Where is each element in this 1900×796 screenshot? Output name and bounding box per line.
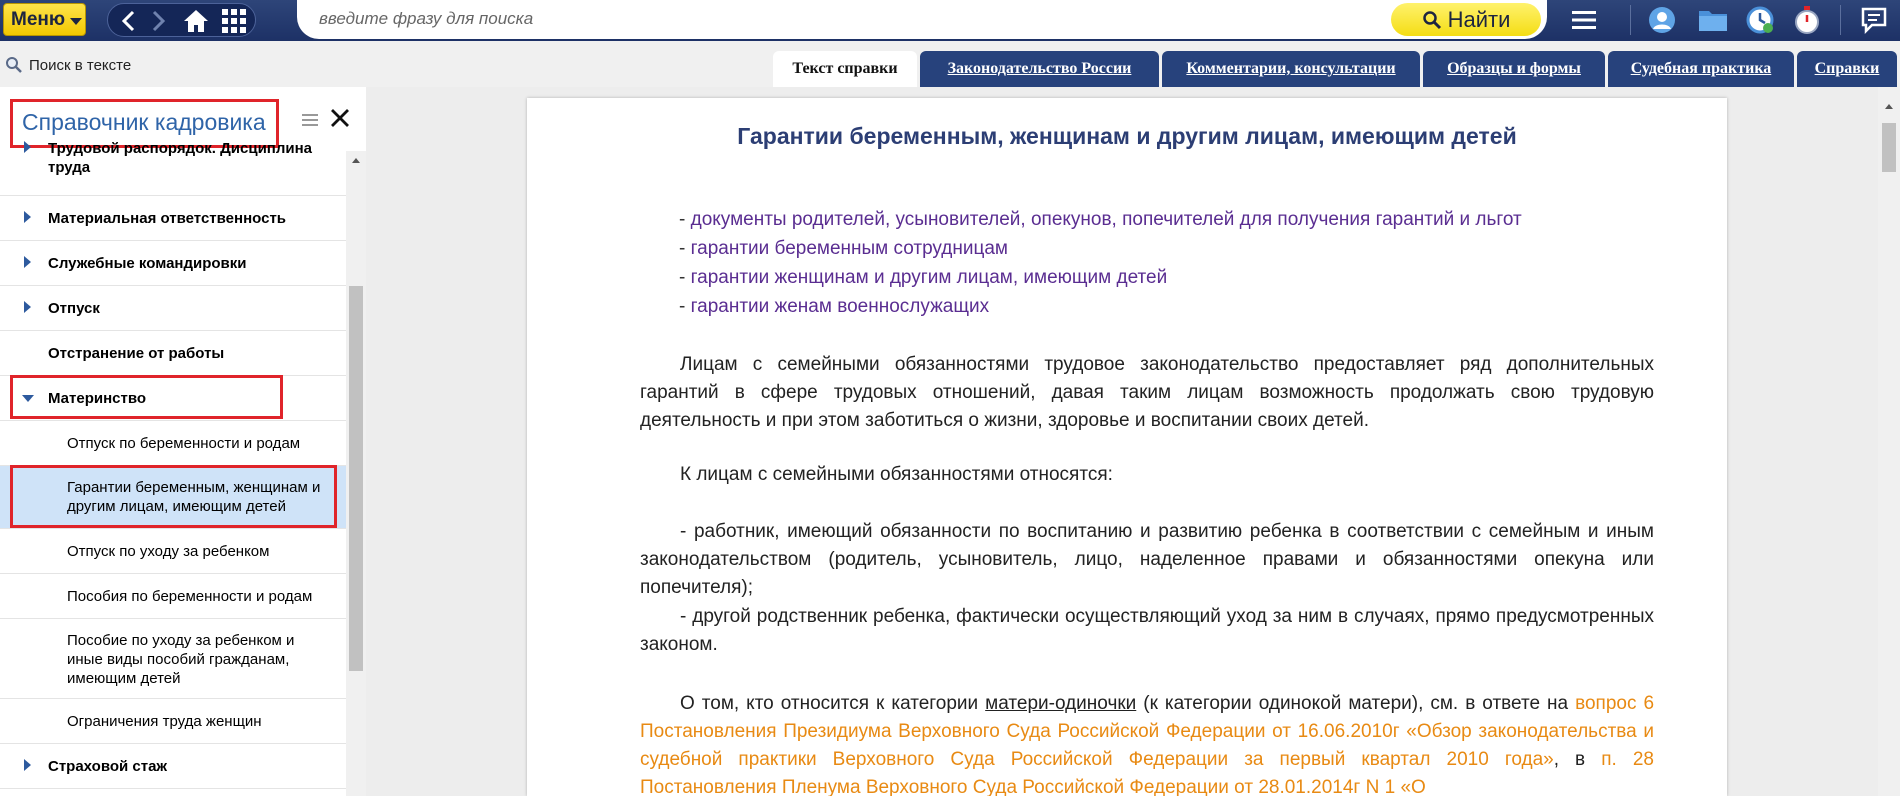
tab-comments[interactable] xyxy=(1162,51,1420,87)
user-icon xyxy=(1648,6,1676,34)
close-icon xyxy=(329,107,351,129)
top-toolbar xyxy=(0,0,1900,41)
sidebar-item-label: Пособия по беременности и родам xyxy=(67,588,313,605)
sidebar-item-pregnancy-benefits[interactable] xyxy=(0,574,346,619)
scrollbar-thumb[interactable] xyxy=(1882,123,1896,172)
document-link[interactable]: гарантии беременным сотрудницам xyxy=(690,238,1008,259)
paragraph: - работник, имеющий обязанности по воспитанию и развитию ребенка в соответствии с семейным и иным законодательством (родитель, усыновитель, лицо, наделенное правами и обязанностями опекуна или попечителя); xyxy=(640,521,1654,598)
chevron-down-icon xyxy=(70,18,82,25)
grid-icon xyxy=(221,8,247,34)
document-scrollbar[interactable] xyxy=(1878,87,1900,796)
hamburger-menu-button[interactable] xyxy=(1568,4,1600,36)
document-link[interactable]: гарантии женщинам и другим лицам, имеющим детей xyxy=(690,267,1168,288)
expand-arrow-icon[interactable] xyxy=(24,256,31,268)
document-link-item: - гарантии женщинам и другим лицам, имеющим детей xyxy=(679,267,1168,288)
menu-button[interactable] xyxy=(3,3,86,36)
find-button[interactable] xyxy=(1391,3,1541,36)
expand-arrow-icon[interactable] xyxy=(24,141,31,153)
find-button-label: Найти xyxy=(1447,6,1511,32)
sidebar-item-label: Служебные командировки xyxy=(48,255,247,272)
sidebar-item-label: Отпуск по беременности и родам xyxy=(67,435,301,452)
document-link-list xyxy=(679,205,1522,321)
sidebar-item-discipline[interactable] xyxy=(0,140,346,196)
navigation-group xyxy=(107,3,256,37)
search-bar xyxy=(297,0,1547,39)
sidebar-item-insurance-record[interactable] xyxy=(0,744,346,789)
paragraph: - другой родственник ребенка, фактически осуществляющий уход за ним в случаях, прямо предусмотренных законом. xyxy=(640,606,1654,655)
sidebar-item-business-trips[interactable] xyxy=(0,241,346,286)
document-link-item: - гарантии беременным сотрудницам xyxy=(679,238,1008,259)
sidebar-item-label: Пособие по уходу за ребенком и иные виды пособий гражданам, имеющим детей xyxy=(67,632,295,687)
search-input[interactable] xyxy=(319,7,1369,31)
sidebar-item-label: Отпуск по уходу за ребенком xyxy=(67,543,270,560)
maternity-highlight xyxy=(10,375,283,419)
forward-button[interactable] xyxy=(144,4,172,38)
plenum-reference-link[interactable]: п. 28 Постановления Пленума Верховного Суда Российской Федерации от 28.01.2014г N 1 «О xyxy=(640,749,1655,796)
document-title: Гарантии беременным, женщинам и другим лицам, имеющим детей xyxy=(737,123,1517,149)
profile-button[interactable] xyxy=(1646,4,1678,36)
sidebar-item-women-labor-limits[interactable] xyxy=(0,699,346,744)
sidebar-title: Справочник кадровика xyxy=(22,109,266,135)
single-mother-link[interactable]: матери-одиночки xyxy=(985,693,1137,714)
history-button[interactable] xyxy=(1744,4,1776,36)
sidebar-item-liability[interactable] xyxy=(0,196,346,241)
document-link-item: - документы родителей, усыновителей, опекунов, попечителей для получения гарантий и льгот xyxy=(679,209,1522,230)
sidebar-item-label: Ограничения труда женщин xyxy=(67,713,262,730)
sidebar-options-button[interactable] xyxy=(302,113,318,132)
toolbar-divider xyxy=(1840,5,1841,35)
paragraph: Лицам с семейными обязанностями трудовое законодательство предоставляет ряд дополнительных гарантий в сфере трудовых отношений, давая таким лицам возможность продолжать свою трудовую деятельность и при этом заботиться о жизни, здоровье и воспитании своих детей. xyxy=(640,354,1654,431)
sidebar-scrollbar[interactable] xyxy=(346,151,366,796)
toolbar-divider xyxy=(1630,5,1631,35)
timer-button[interactable] xyxy=(1791,4,1823,36)
messages-button[interactable] xyxy=(1858,4,1890,36)
sidebar-item-suspension[interactable] xyxy=(0,331,346,376)
selected-item-highlight xyxy=(10,465,337,528)
tab-samples-forms[interactable] xyxy=(1423,51,1605,87)
clock-check-icon xyxy=(1745,5,1775,35)
sidebar-item-label: Страховой стаж xyxy=(48,758,168,775)
document-page xyxy=(527,98,1727,796)
folders-button[interactable] xyxy=(1697,4,1729,36)
sidebar-item-label: Трудовой распорядок. Дисциплина труда xyxy=(48,140,313,176)
forward-arrow-icon xyxy=(149,10,167,32)
scrollbar-thumb[interactable] xyxy=(349,286,363,671)
sidebar-item-vacation[interactable] xyxy=(0,286,346,331)
document-link[interactable]: гарантии женам военнослужащих xyxy=(690,296,990,317)
search-in-text-label: Поиск в тексте xyxy=(29,56,132,74)
sidebar-item-label: Материнство xyxy=(48,390,147,407)
search-icon xyxy=(1422,10,1442,30)
back-button[interactable] xyxy=(112,4,146,38)
expand-arrow-icon[interactable] xyxy=(24,211,31,223)
folder-icon xyxy=(1698,7,1728,33)
document-link-item: - гарантии женам военнослужащих xyxy=(679,296,990,317)
expand-arrow-icon[interactable] xyxy=(24,301,31,313)
list-icon xyxy=(302,113,318,127)
magnifier-icon xyxy=(5,56,23,74)
tab-references[interactable] xyxy=(1797,51,1897,87)
tab-label: Комментарии, консультации xyxy=(1186,60,1396,77)
sidebar-item-label: Отстранение от работы xyxy=(48,345,225,362)
apps-button[interactable] xyxy=(216,4,252,38)
tab-court-practice[interactable] xyxy=(1608,51,1794,87)
home-button[interactable] xyxy=(178,4,214,38)
sidebar-item-childcare-benefits[interactable] xyxy=(0,619,346,699)
document-link[interactable]: документы родителей, усыновителей, опекунов, попечителей для получения гарантий и льгот xyxy=(690,209,1522,230)
expand-arrow-icon[interactable] xyxy=(24,759,31,771)
scroll-up-icon[interactable] xyxy=(1885,104,1893,109)
home-icon xyxy=(182,8,210,34)
tab-label: Текст справки xyxy=(792,60,898,77)
stopwatch-icon xyxy=(1793,5,1821,35)
sidebar-item-childcare-leave[interactable] xyxy=(0,529,346,574)
tab-label: Судебная практика xyxy=(1630,60,1772,77)
search-in-text-button[interactable] xyxy=(5,56,131,74)
tab-russian-legislation[interactable] xyxy=(920,51,1159,87)
menu-button-label: Меню xyxy=(11,8,66,30)
paragraph: К лицам с семейными обязанностями относятся: xyxy=(680,464,1113,485)
sidebar-item-label: Материальная ответственность xyxy=(48,210,287,227)
scroll-up-icon[interactable] xyxy=(352,158,360,163)
tab-help-text[interactable] xyxy=(773,51,917,87)
tab-label: Образцы и формы xyxy=(1447,60,1581,77)
tab-label: Справки xyxy=(1814,60,1880,77)
sidebar-item-label: Отпуск xyxy=(48,300,100,317)
back-arrow-icon xyxy=(120,10,138,32)
sidebar-item-maternity-leave[interactable] xyxy=(0,421,346,466)
court-reference-link[interactable]: вопрос 6 Постановления Президиума Верховного Суда Российской Федерации от 16.06.2010г «Обзор законодательства и судебной практики Верховного Суда Российской Федерации за первый квартал 2010 года» xyxy=(640,693,1655,770)
sidebar-item-label: Гарантии беременным, женщинам и другим лицам, имеющим детей xyxy=(67,479,321,515)
paragraph: О том, кто относится к категории матери-одиночки (к категории одинокой матери), см. в ответе на вопрос 6 Постановления Президиума Верховного Суда Российской Федерации от 16.06.2010г «Обзор законодательства и судебной практики Верховного Суда Российской Федерации за первый квартал 2010 года», в п. 28 Постановления Пленума Верховного Суда Российской Федерации от 28.01.2014г N 1 «О xyxy=(640,693,1655,796)
message-icon xyxy=(1860,6,1888,34)
sidebar-close-button[interactable] xyxy=(329,107,351,134)
hamburger-icon xyxy=(1571,8,1597,32)
tab-label: Законодательство России xyxy=(947,60,1132,77)
